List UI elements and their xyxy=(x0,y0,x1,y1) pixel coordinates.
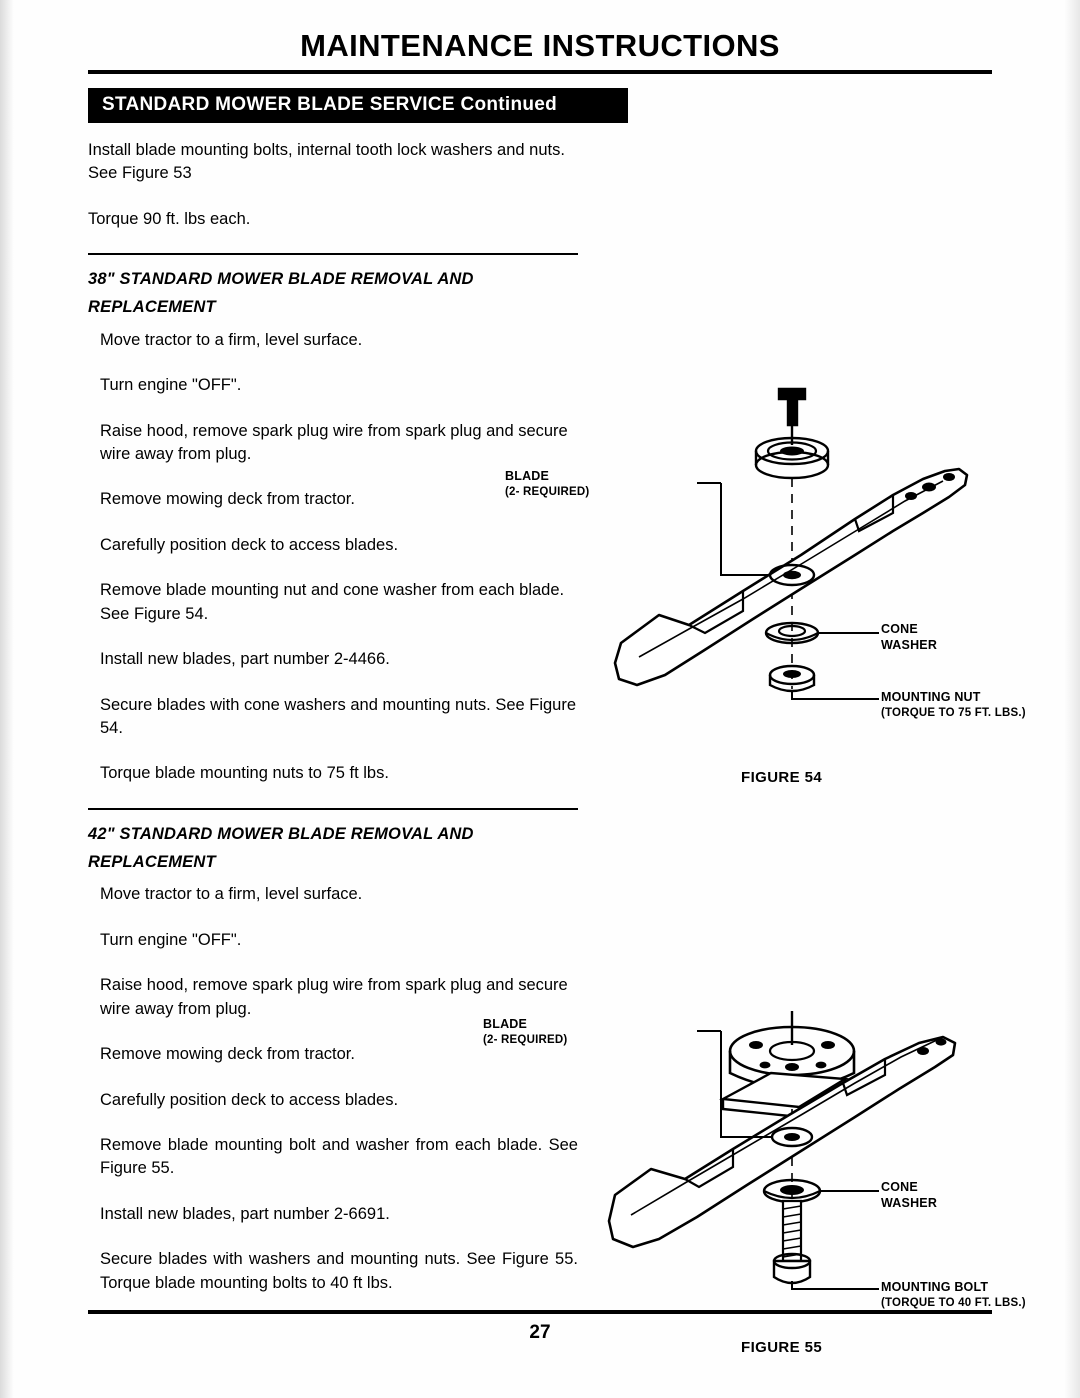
step-38-9: Torque blade mounting nuts to 75 ft lbs. xyxy=(100,764,389,783)
intro-paragraph-1: Install blade mounting bolts, internal tooth lock washers and nuts. See Figure 53 xyxy=(88,141,565,183)
step-42-7: Install new blades, part number 2-6691. xyxy=(100,1204,390,1223)
section-divider-42 xyxy=(88,808,578,810)
step-42-4: Remove mowing deck from tractor. xyxy=(100,1045,355,1064)
step-38-3: Raise hood, remove spark plug wire from spark plug and secure wire away from plug. xyxy=(100,421,568,464)
section-38-heading-line1: 38" STANDARD MOWER BLADE REMOVAL AND xyxy=(88,270,474,289)
step-38-5: Carefully position deck to access blades. xyxy=(100,535,399,554)
page-title: MAINTENANCE INSTRUCTIONS xyxy=(300,28,780,63)
figure-55-cone-label: CONE xyxy=(881,1180,918,1194)
intro-paragraph-2: Torque 90 ft. lbs each. xyxy=(88,209,251,228)
figure-55-washer-label: WASHER xyxy=(881,1195,938,1210)
step-42-5: Carefully position deck to access blades. xyxy=(100,1090,399,1109)
step-38-6: Remove blade mounting nut and cone washer from each blade. See Figure 54. xyxy=(100,581,565,623)
figure-55-fastener-label: MOUNTING BOLT xyxy=(881,1280,989,1294)
step-38-1: Move tractor to a firm, level surface. xyxy=(100,330,363,349)
section-42-heading-line2: REPLACEMENT xyxy=(88,852,216,871)
figure-55-blade-label: BLADE xyxy=(483,1017,528,1031)
footer-divider xyxy=(88,1310,992,1314)
figure-55-torque-label: (TORQUE TO 40 FT. LBS.) xyxy=(881,1296,1026,1309)
title-divider xyxy=(88,70,992,74)
step-38-8: Secure blades with cone washers and mounting nuts. See Figure 54. xyxy=(100,695,577,738)
step-38-7: Install new blades, part number 2-4466. xyxy=(100,650,390,669)
section-42-heading-line1: 42" STANDARD MOWER BLADE REMOVAL AND xyxy=(88,824,474,843)
figure-54-washer-label: WASHER xyxy=(881,637,938,652)
page-content xyxy=(88,28,1026,1358)
figure-54-torque-label: (TORQUE TO 75 FT. LBS.) xyxy=(881,706,1026,719)
figure-55-cone-washer-callout xyxy=(881,1180,1001,1211)
figure-54-cone-label: CONE xyxy=(881,622,918,636)
figure-54-fastener-callout xyxy=(881,690,1080,720)
figure-54 xyxy=(505,379,1026,1019)
section-divider-38 xyxy=(88,253,578,255)
figure-55-caption: FIGURE 55 xyxy=(741,1339,823,1356)
page-number: 27 xyxy=(529,1322,551,1343)
page-footer xyxy=(88,1310,992,1344)
step-38-2: Turn engine "OFF". xyxy=(100,376,242,395)
step-42-3: Raise hood, remove spark plug wire from spark plug and secure wire away from plug. xyxy=(100,976,568,1018)
figure-54-blade-qty: (2- REQUIRED) xyxy=(505,485,590,498)
figure-55-blade-qty: (2- REQUIRED) xyxy=(483,1033,568,1046)
step-38-4: Remove mowing deck from tractor. xyxy=(100,490,355,509)
figure-54-blade-label: BLADE xyxy=(505,469,550,483)
figure-54-blade-callout xyxy=(505,469,635,499)
section-banner: STANDARD MOWER BLADE SERVICE Continued xyxy=(88,88,628,123)
step-42-6: Remove blade mounting bolt and washer from each blade. See Figure 55. xyxy=(100,1135,578,1178)
figure-54-caption: FIGURE 54 xyxy=(741,769,823,786)
text-column xyxy=(88,139,578,1295)
step-42-8: Secure blades with washers and mounting nuts. See Figure 55. Torque blade mounting bolts to 40 ft lbs. xyxy=(100,1250,578,1292)
figure-55-fastener-callout xyxy=(881,1280,1080,1310)
figure-55-blade-callout xyxy=(483,1017,613,1047)
section-38-heading-line2: REPLACEMENT xyxy=(88,298,216,317)
figure-54-cone-washer-callout xyxy=(881,622,1001,653)
step-42-2: Turn engine "OFF". xyxy=(100,930,242,949)
figure-54-fastener-label: MOUNTING NUT xyxy=(881,690,981,704)
step-42-1: Move tractor to a firm, level surface. xyxy=(100,885,363,904)
